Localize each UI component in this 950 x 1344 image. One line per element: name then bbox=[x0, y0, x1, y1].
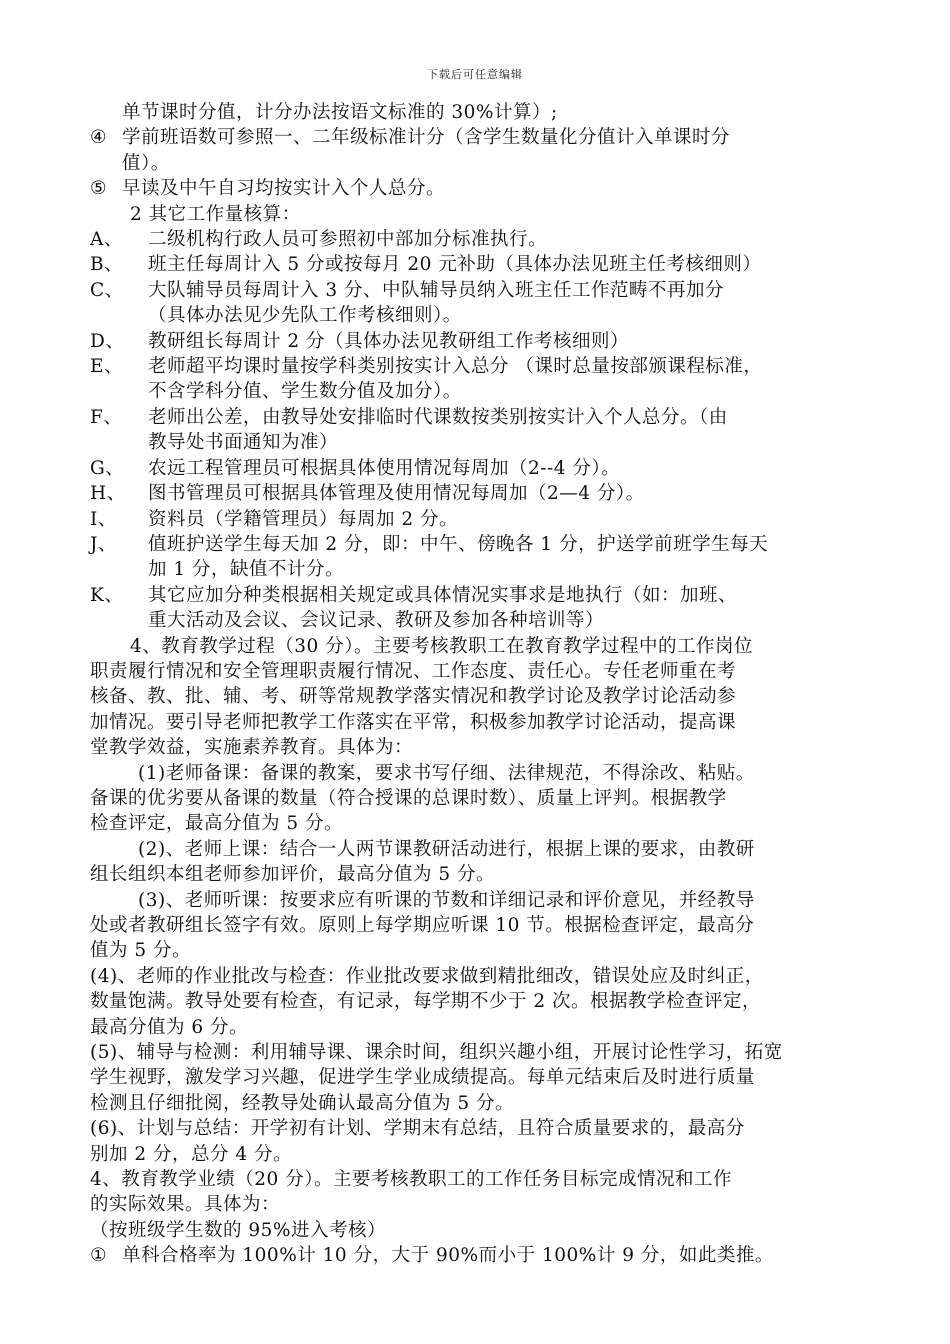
item-text: 不含学科分值、学生数分值及加分）。 bbox=[148, 381, 462, 403]
item-1 bbox=[90, 1243, 870, 1268]
item-text-cont: 值）。 bbox=[122, 152, 170, 174]
paragraph-6: (6)、计划与总结：开学初有计划、学期末有总结，且符合质量要求的，最高分 bbox=[90, 1118, 745, 1140]
paragraph-4: (4)、老师的作业批改与检查：作业批改要求做到精批细改，错误处应及时纠正， bbox=[90, 965, 764, 987]
text-line: 处或者教研组长签字有效。原则上每学期应听课 10 节。根据检查评定，最高分 bbox=[90, 915, 755, 936]
document-body bbox=[90, 100, 870, 1269]
section-heading: 4、教育教学业绩（20 分）。主要考核教职工的工作任务目标完成情况和工作 bbox=[90, 1169, 732, 1191]
lettered-item bbox=[90, 405, 870, 430]
item-text: 教导处书面通知为准） bbox=[148, 432, 339, 454]
item-text: 农远工程管理员可根据具体使用情况每周加（2--4 分）。 bbox=[148, 457, 621, 479]
section-heading: 4、教育教学过程（30 分）。主要考核教职工在教育教学过程中的工作岗位 bbox=[130, 635, 753, 657]
lettered-item bbox=[90, 329, 870, 354]
text-line: 加情况。要引导老师把教学工作落实在平常，积极参加教学讨论活动，提高课 bbox=[90, 711, 737, 733]
item-text: （具体办法见少先队工作考核细则）。 bbox=[148, 305, 462, 327]
item-4 bbox=[90, 125, 870, 150]
text-line: 组长组织本组老师参加评价，最高分值为 5 分。 bbox=[90, 864, 496, 886]
item-text: 加 1 分，缺值不计分。 bbox=[148, 559, 345, 581]
paragraph-1: (1)老师备课：备课的教案，要求书写仔细、法律规范，不得涂改、粘贴。 bbox=[138, 762, 755, 784]
item-marker: K、 bbox=[90, 584, 124, 606]
lettered-item bbox=[90, 507, 870, 532]
lettered-item bbox=[90, 481, 870, 506]
text-line: 学生视野，激发学习兴趣，促进学生学业成绩提高。每单元结束后及时进行质量 bbox=[90, 1067, 756, 1089]
item-text: 老师超平均课时量按学科类别按实计入总分 （课时总量按部颁课程标准， bbox=[148, 356, 763, 378]
lettered-item-cont bbox=[90, 608, 870, 633]
lettered-item bbox=[90, 278, 870, 303]
item-marker bbox=[90, 430, 148, 455]
lettered-item-cont bbox=[90, 557, 870, 582]
item-text: 资料员（学籍管理员）每周加 2 分。 bbox=[148, 508, 459, 530]
text-line: 值为 5 分。 bbox=[90, 940, 192, 962]
item-marker: ① bbox=[90, 1245, 108, 1267]
item-marker: J、 bbox=[90, 533, 117, 555]
item-text: 单科合格率为 100%计 10 分，大于 90%而小于 100%计 9 分，如此类推。 bbox=[122, 1245, 774, 1267]
text-line: （按班级学生数的 95%进入考核） bbox=[90, 1219, 387, 1241]
item-marker bbox=[90, 557, 148, 582]
text-line: 检查评定，最高分值为 5 分。 bbox=[90, 813, 344, 835]
lettered-item bbox=[90, 456, 870, 481]
paragraph-2: (2)、老师上课：结合一人两节课教研活动进行，根据上课的要求，由教研 bbox=[138, 838, 755, 860]
lettered-item-cont bbox=[90, 430, 870, 455]
item-marker: ⑤ bbox=[90, 178, 108, 200]
item-marker: A、 bbox=[90, 229, 123, 251]
item-text: 老师出公差，由教导处安排临时代课数按类别按实计入个人总分。（由 bbox=[148, 406, 728, 428]
subsection-heading: 2 其它工作量核算： bbox=[130, 203, 301, 225]
item-marker: G、 bbox=[90, 457, 125, 479]
item-text: 值班护送学生每天加 2 分，即：中午、傍晚各 1 分，护送学前班学生每天 bbox=[148, 533, 769, 555]
text-line: 备课的优劣要从备课的数量（符合授课的总课时数）、质量上评判。根据教学 bbox=[90, 787, 727, 809]
lettered-item-cont bbox=[90, 303, 870, 328]
text-line: 检测且仔细批阅，经教导处确认最高分值为 5 分。 bbox=[90, 1092, 515, 1114]
lettered-item bbox=[90, 227, 870, 252]
lettered-item bbox=[90, 532, 870, 557]
item-text: 大队辅导员每周计入 3 分、中队辅导员纳入班主任工作范畴不再加分 bbox=[148, 279, 725, 301]
text-line: 职责履行情况和安全管理职责履行情况、工作态度、责任心。专任老师重在考 bbox=[90, 660, 737, 682]
lettered-item-cont bbox=[90, 379, 870, 404]
item-marker: B、 bbox=[90, 254, 124, 276]
item-marker: C、 bbox=[90, 279, 124, 301]
item-text: 班主任每周计入 5 分或按每月 20 元补助（具体办法见班主任考核细则） bbox=[148, 254, 762, 276]
text-line: 核备、教、批、辅、考、研等常规教学落实情况和教学讨论及教学讨论活动参 bbox=[90, 686, 737, 708]
item-marker bbox=[90, 303, 148, 328]
paragraph-3: (3)、老师听课：按要求应有听课的节数和详细记录和评价意见，并经教导 bbox=[138, 889, 755, 911]
item-marker: D、 bbox=[90, 330, 125, 352]
item-marker: F、 bbox=[90, 406, 123, 428]
text-line: 最高分值为 6 分。 bbox=[90, 1016, 249, 1038]
lettered-item bbox=[90, 354, 870, 379]
item-5 bbox=[90, 176, 870, 201]
text-line: 的实际效果。具体为： bbox=[90, 1194, 281, 1216]
page-header: 下载后可任意编辑 bbox=[427, 68, 523, 81]
text-line: 别加 2 分，总分 4 分。 bbox=[90, 1143, 293, 1165]
item-marker: ④ bbox=[90, 127, 108, 149]
paragraph-5: (5)、辅导与检测：利用辅导课、课余时间，组织兴趣小组，开展讨论性学习，拓宽 bbox=[90, 1042, 783, 1064]
item-text: 图书管理员可根据具体管理及使用情况每周加（2—4 分）。 bbox=[148, 483, 645, 505]
text-line: 单节课时分值，计分办法按语文标准的 30%计算）; bbox=[122, 102, 558, 123]
lettered-item bbox=[90, 583, 870, 608]
lettered-item bbox=[90, 252, 870, 277]
item-marker: H、 bbox=[90, 483, 126, 505]
item-text: 重大活动及会议、会议记录、教研及参加各种培训等） bbox=[148, 610, 605, 632]
lettered-list bbox=[90, 227, 870, 634]
item-text: 早读及中午自习均按实计入个人总分。 bbox=[122, 178, 446, 200]
item-text: 学前班语数可参照一、二年级标准计分（含学生数量化分值计入单课时分 bbox=[122, 127, 731, 149]
text-line: 数量饱满。教导处要有检查，有记录，每学期不少于 2 次。根据教学检查评定， bbox=[90, 991, 762, 1013]
text-line: 堂教学效益，实施素养教育。具体为： bbox=[90, 737, 414, 759]
item-marker bbox=[90, 608, 148, 633]
item-marker: E、 bbox=[90, 356, 124, 378]
item-marker: I、 bbox=[90, 508, 117, 530]
item-text: 其它应加分种类根据相关规定或具体情况实事求是地执行（如：加班、 bbox=[148, 584, 738, 606]
item-text: 二级机构行政人员可参照初中部加分标准执行。 bbox=[148, 229, 548, 251]
item-text: 教研组长每周计 2 分（具体办法见教研组工作考核细则） bbox=[148, 330, 630, 352]
item-marker bbox=[90, 379, 148, 404]
